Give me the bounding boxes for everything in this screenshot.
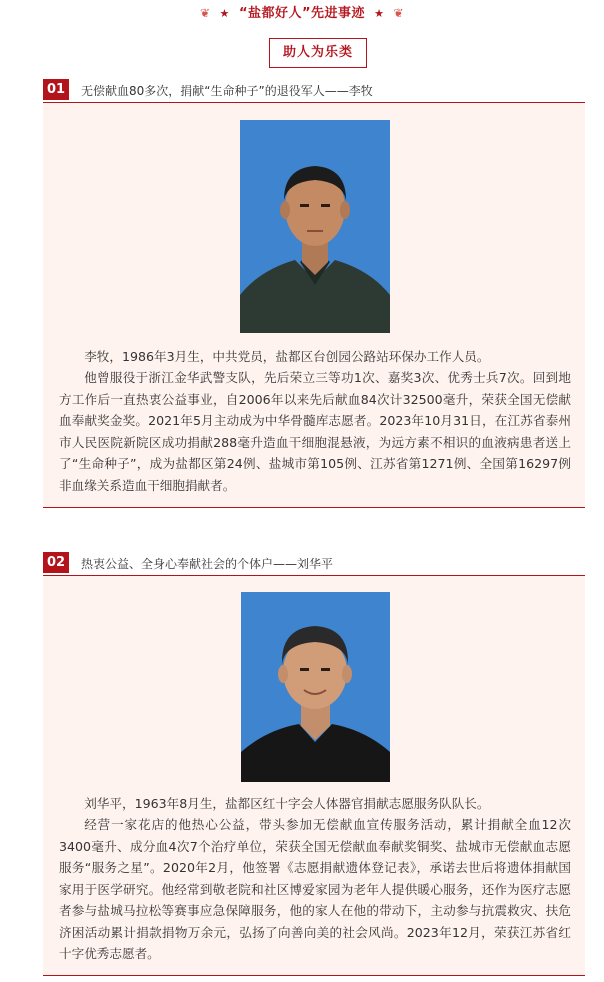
banner-title: “盐都好人”先进事迹 [238, 6, 366, 21]
person-1-photo [240, 120, 390, 333]
person-2-header [43, 552, 585, 576]
person-2-divider [43, 975, 585, 976]
person-1-header [43, 79, 585, 103]
person-1-story: 他曾服役于浙江金华武警支队，先后荣立三等功1次、嘉奖3次、优秀士兵7次。回到地方工作后一直热衷公益事业，自2006年以来先后献血84次计32500毫升，荣获全国无偿献血奉献奖金奖。2021年5月主动成为中华骨髓库志愿者。2023年10月31日，在江苏省泰州市人民医院新院区成功捐献288毫升造血干细胞混悬液，为远方素不相识的血液病患者送上了“生命种子”，成为盐都区第24例、盐城市第105例、江苏省第1271例、全国第16297例非血缘关系造血干细胞捐献者。 [59, 370, 571, 493]
star-left-icon: ★ [219, 7, 230, 20]
person-2-photo [241, 592, 390, 782]
category-label: 助人为乐类 [269, 38, 367, 68]
top-banner [0, 0, 604, 26]
person-1-number: 01 [43, 79, 69, 100]
person-2-heading: 热衷公益、全身心奉献社会的个体户——刘华平 [81, 557, 334, 571]
person-1-portrait-icon [240, 120, 390, 333]
star-right-icon: ★ [374, 7, 385, 20]
person-1-card [43, 103, 585, 508]
laurel-right-icon: ❦ [393, 6, 405, 20]
person-2-card [43, 576, 585, 976]
person-2-intro: 刘华平，1963年8月生，盐都区红十字会人体器官捐献志愿服务队队长。 [84, 796, 490, 811]
person-1-heading: 无偿献血80多次，捐献“生命种子”的退役军人——李牧 [81, 84, 373, 98]
person-1-intro: 李牧，1986年3月生，中共党员，盐都区台创园公路站环保办工作人员。 [84, 349, 490, 364]
person-1-divider [43, 507, 585, 508]
laurel-left-icon: ❦ [199, 6, 211, 20]
person-2-portrait-icon [241, 592, 390, 782]
person-2-number: 02 [43, 552, 69, 573]
person-2-story: 经营一家花店的他热心公益，带头参加无偿献血宣传服务活动，累计捐献全血12次3400毫升、成分血4次7个治疗单位，荣获全国无偿献血奉献奖铜奖、盐城市无偿献血志愿服务“服务之星”。2020年2月，他签署《志愿捐献遗体登记表》，承诺去世后将遗体捐献国家用于医学研究。他经常到敬老院和社区博爱家园为老年人提供暖心服务，还作为医疗志愿者参与盐城马拉松等赛事应急保障服务，他的家人在他的带动下，主动参与抗震救灾、扶危济困活动累计捐款捐物万余元，弘扬了向善向美的社会风尚。2023年12月，荣获江苏省红十字优秀志愿者。 [59, 817, 571, 961]
banner-title-row [0, 2, 604, 21]
